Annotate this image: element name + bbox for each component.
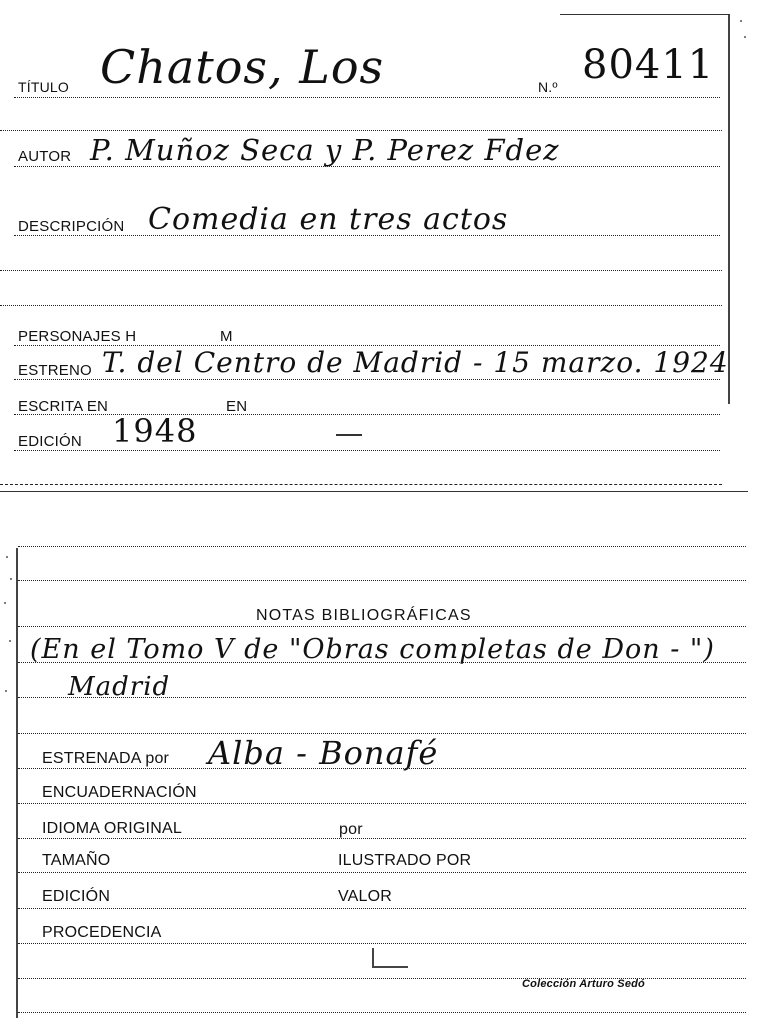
valor-label: VALOR — [338, 888, 393, 905]
estreno-label: ESTRENO — [18, 362, 92, 379]
procedencia-line — [18, 943, 746, 944]
edicion2-label: EDICIÓN — [42, 888, 111, 905]
scan-speck — [740, 20, 742, 22]
procedencia-label: PROCEDENCIA — [42, 924, 162, 941]
tamano-label: TAMAÑO — [42, 852, 111, 869]
scan-speck — [9, 640, 11, 642]
scan-speck — [744, 36, 746, 38]
edicion2-line — [18, 908, 746, 909]
card2-left-edge — [16, 548, 18, 1018]
descripcion-value: Comedia en tres actos — [148, 202, 509, 237]
titulo-label: TÍTULO — [18, 79, 69, 95]
notas-line — [18, 626, 746, 627]
idioma-label: IDIOMA ORIGINAL — [42, 820, 182, 837]
por-label: por — [339, 821, 363, 838]
scan-speck — [5, 690, 7, 692]
blank-line-1 — [0, 270, 722, 271]
autor-label: AUTOR — [18, 148, 72, 165]
estrenada-line — [18, 768, 746, 769]
estrenada-value: Alba - Bonafé — [208, 734, 439, 772]
card2-top-line — [18, 546, 746, 547]
pen-mark — [336, 434, 362, 436]
card-top-border — [560, 14, 730, 15]
personajes-m-label: M — [220, 328, 233, 345]
titulo-value: Chatos, Los — [100, 40, 385, 94]
encuadernacion-line — [18, 803, 746, 804]
escrita-en-label: EN — [226, 398, 248, 415]
titulo-line — [14, 97, 720, 98]
separator-line-1 — [0, 130, 722, 131]
estreno-value: T. del Centro de Madrid - 15 marzo. 1924 — [102, 346, 729, 379]
scan-speck — [10, 578, 12, 580]
coleccion-label: Colección Arturo Sedó — [522, 978, 645, 990]
scan-speck — [4, 602, 6, 604]
autor-line — [14, 166, 720, 167]
descripcion-line — [14, 235, 720, 236]
bottom-dashed-line — [0, 484, 722, 485]
edicion-line — [14, 450, 720, 451]
scan-speck — [6, 556, 8, 558]
blank-line-2 — [0, 305, 722, 306]
notas-title: NOTAS BIBLIOGRÁFICAS — [256, 607, 472, 624]
idioma-line — [18, 838, 746, 839]
autor-value: P. Muñoz Seca y P. Perez Fdez — [90, 133, 560, 167]
card-divider — [0, 491, 748, 492]
edicion-value: 1948 — [112, 412, 198, 450]
tamano-line — [18, 872, 746, 873]
escrita-label: ESCRITA EN — [18, 398, 109, 415]
pen-mark-3 — [374, 966, 408, 968]
estreno-line — [14, 379, 720, 380]
descripcion-label: DESCRIPCIÓN — [18, 218, 125, 235]
notas-line1-value: (En el Tomo V de "Obras completas de Don - ") — [30, 634, 715, 665]
notas-line2-value: Madrid — [68, 672, 171, 702]
pen-mark-2 — [372, 948, 374, 968]
bottom-line — [18, 1012, 746, 1013]
notas-line1 — [18, 662, 746, 663]
encuadernacion-label: ENCUADERNACIÓN — [42, 784, 197, 801]
notas-line2 — [18, 697, 746, 698]
personajes-label: PERSONAJES H — [18, 328, 137, 345]
card2-line-a — [18, 580, 746, 581]
ilustrado-label: ILUSTRADO POR — [338, 852, 472, 869]
estrenada-label: ESTRENADA por — [42, 750, 170, 767]
numero-label: N.º — [538, 79, 558, 95]
numero-value: 80411 — [582, 42, 715, 88]
edicion-label: EDICIÓN — [18, 433, 82, 450]
